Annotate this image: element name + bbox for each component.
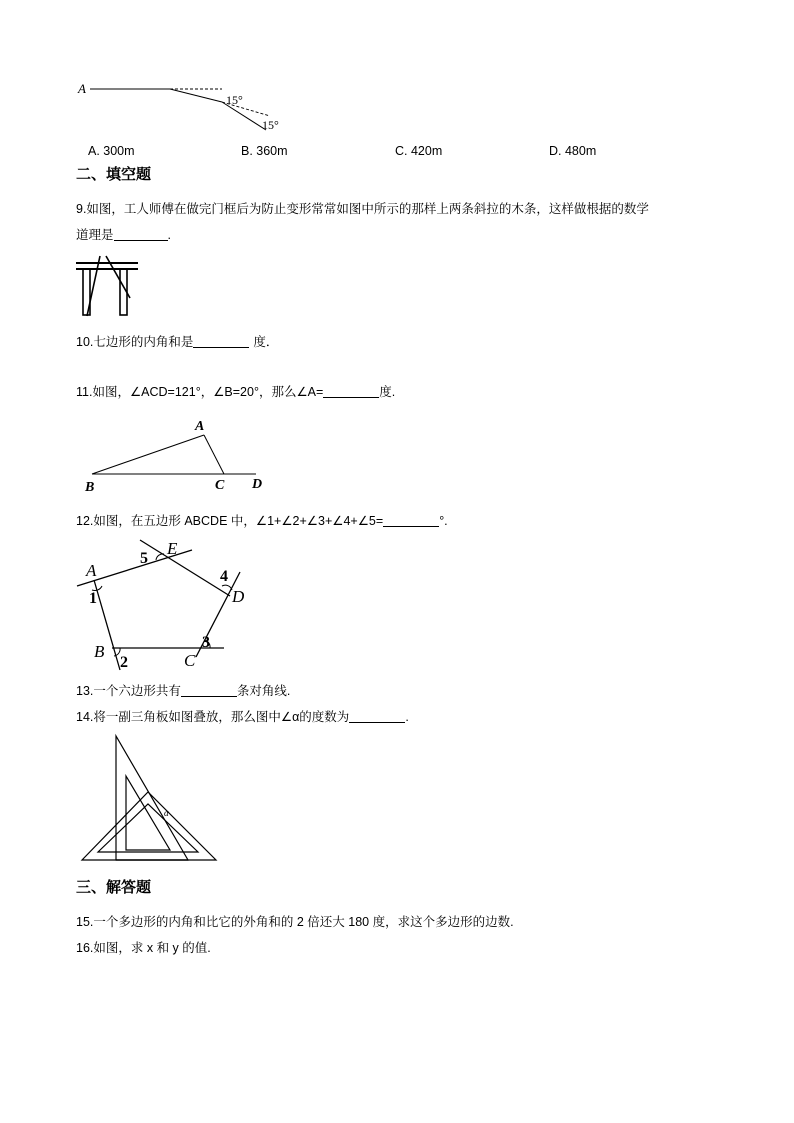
q15-text: 15.一个多边形的内角和比它的外角和的 2 倍还大 180 度，求这个多边形的边数. [76,915,514,929]
q8-option-d: D. 480m [549,144,597,158]
q13-prefix: 13.一个六边形共有 [76,684,181,698]
q11-prefix: 11.如图，∠ACD=121°，∠B=20°，那么∠A= [76,385,324,399]
q11-label-d: D [252,477,263,492]
q8-label-a: A [78,81,86,96]
q12-pentagon-figure [72,534,262,672]
q9-prefix: 道理是 [76,228,114,242]
q14-text [76,709,409,725]
q14-suffix: . [405,710,409,724]
q9-text-line2 [76,227,171,243]
q11-triangle-figure [82,416,272,496]
q12-label-c: C [184,651,196,670]
q14-prefix: 14.将一副三角板如图叠放，那么图中∠α的度数为 [76,710,350,724]
q16-text: 16.如图，求 x 和 y 的值. [76,941,211,955]
q12-angle-3: 3 [202,634,210,651]
q12-prefix: 12.如图，在五边形 ABCDE 中，∠1+∠2+∠3+∠4+∠5= [76,514,384,528]
q11-text [76,384,395,400]
q11-answer-blank[interactable] [323,385,379,398]
q8-option-a: A. 300m [88,144,135,158]
q13-suffix: 条对角线. [236,684,291,698]
q9-answer-blank[interactable] [114,228,168,241]
q11-label-c: C [215,478,225,493]
q10-text [76,334,278,350]
q10-answer-blank[interactable] [193,335,249,348]
q11-label-a: A [195,419,205,434]
q12-label-b: B [94,642,105,661]
q8-angle2: 15° [262,118,279,132]
q14-set-squares-figure [78,732,222,866]
q9-text-line1: 9.如图，工人师傅在做完门框后为防止变形常常如图中所示的那样上两条斜拉的木条，这样做根据的数学 [76,202,649,216]
q12-answer-blank[interactable] [383,514,439,527]
q11-suffix: 度. [379,385,396,399]
q8-option-b: B. 360m [241,144,288,158]
q12-label-d: D [232,587,245,606]
q14-alpha-label: α [164,808,169,818]
q12-suffix: °. [439,514,448,528]
q11-label-b: B [85,480,95,495]
q13-answer-blank[interactable] [181,684,237,697]
q8-angle1: 15° [226,93,243,107]
q12-text [76,513,448,529]
section-fill-in-title: 二、填空题 [76,166,152,183]
q8-option-c: C. 420m [395,144,443,158]
q9-suffix: . [167,228,171,242]
q10-prefix: 10.七边形的内角和是 [76,335,194,349]
q12-angle-4: 4 [220,568,228,585]
q12-label-a: A [86,561,97,580]
q9-door-frame-figure [74,254,144,320]
q8-slope-figure [70,76,300,138]
q12-angle-5: 5 [140,550,148,567]
section-answer-title: 三、解答题 [76,879,152,896]
q12-label-e: E [167,539,178,558]
q12-angle-2: 2 [120,654,128,671]
q10-suffix: 度． [253,335,279,349]
q12-angle-1: 1 [89,590,97,607]
q14-answer-blank[interactable] [349,710,405,723]
q13-text [76,683,290,699]
